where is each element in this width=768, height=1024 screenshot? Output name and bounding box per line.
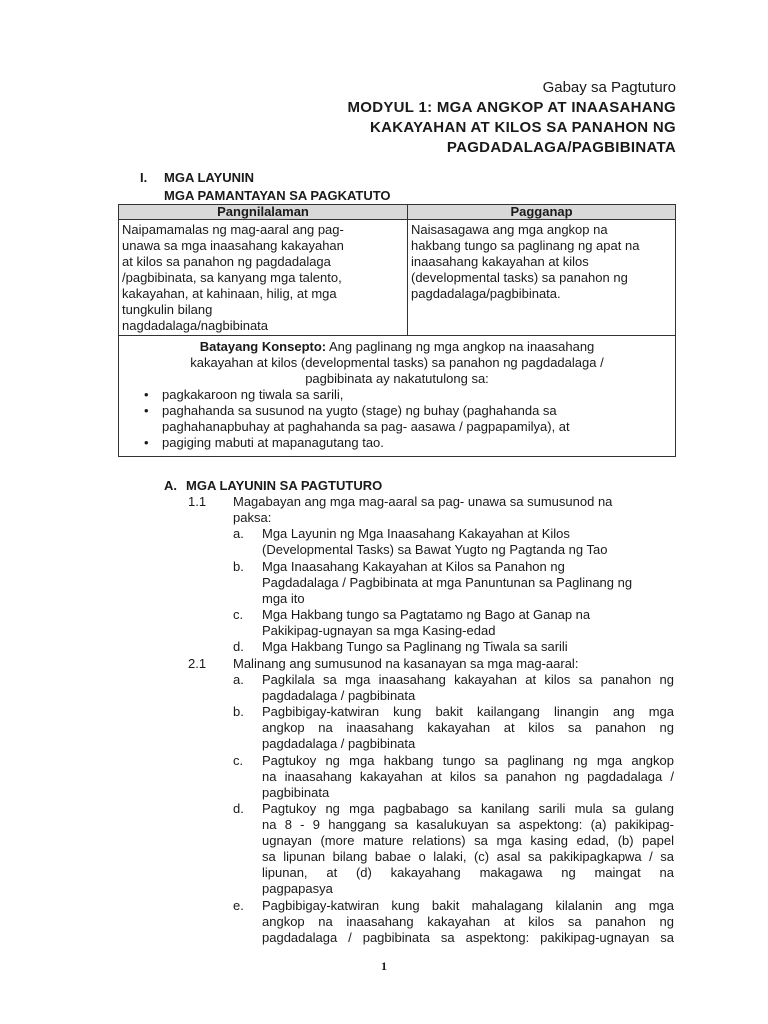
objective-text: paksa: (233, 510, 272, 525)
module-title (347, 98, 676, 158)
column-header-content: Pangnilalaman (119, 205, 408, 220)
objective-number: 1.1 (188, 494, 207, 509)
performance-standard-cell (408, 220, 676, 336)
sub-item-text: Pagbibigay-katwiran kung bakit kailangang linangin ang mga (262, 704, 674, 719)
sub-item-text: Pagtukoy ng mga hakbang tungo sa paglinang ng mga angkop (262, 753, 674, 768)
text-line: at kilos sa panahon ng pagdadalaga (122, 254, 331, 269)
concept-line: kakayahan at kilos (developmental tasks) sa panahon ng pagdadalaga / (190, 355, 604, 370)
subsection-letter: A. (164, 478, 177, 493)
objective-text: Magabayan ang mga mag-aaral sa pag- unawa sa sumusunod na (233, 494, 613, 509)
bullet-icon: • (144, 403, 149, 418)
module-title-line: MODYUL 1: MGA ANGKOP AT INAASAHANG (347, 99, 676, 116)
concept-label: Batayang Konsepto: (199, 339, 327, 354)
concept-line: pagbibinata ay nakatutulong sa: (305, 371, 489, 386)
objective-number: 2.1 (188, 656, 207, 671)
list-item-text: pagiging mabuti at mapanagutang tao. (162, 435, 384, 450)
sub-item-text: Mga Hakbang tungo sa Pagtatamo ng Bago at Ganap na (262, 607, 591, 622)
section-title: MGA LAYUNIN (164, 170, 255, 185)
content-standard-cell (119, 220, 408, 336)
guide-title: Gabay sa Pagtuturo (542, 79, 676, 96)
sub-item-text: Mga Hakbang Tungo sa Paglinang ng Tiwala sa sarili (262, 639, 568, 654)
sub-item-letter: a. (233, 672, 244, 687)
sub-item-text: ugnayan (more mature relations) sa mga kasing edad, (b) papel (262, 833, 674, 848)
sub-item-letter: b. (233, 559, 244, 574)
sub-item-text: Mga Layunin ng Mga Inaasahang Kakayahan at Kilos (262, 526, 570, 541)
concept-bullet-list (124, 387, 670, 451)
subsection-heading (164, 478, 382, 494)
section-subtitle: MGA PAMANTAYAN SA PAGKATUTO (164, 188, 391, 203)
sub-item-letter: d. (233, 639, 244, 654)
text-line: /pagbibinata, sa kanyang mga talento, (122, 270, 342, 285)
text-line: Naisasagawa ang mga angkop na (411, 222, 608, 237)
column-header-performance: Pagganap (408, 205, 676, 220)
sub-item-text: angkop na inaasahang kakayahan at kilos sa panahon ng (262, 720, 674, 735)
text-line: (developmental tasks) sa panahon ng (411, 270, 628, 285)
page-number: 1 (381, 959, 387, 973)
sub-item-text: pagpapasya (262, 881, 333, 896)
list-item-text: pagkakaroon ng tiwala sa sarili, (162, 387, 344, 402)
sub-item-text: (Developmental Tasks) sa Bawat Yugto ng Pagtanda ng Tao (262, 542, 608, 557)
sub-item-text: Mga Inaasahang Kakayahan at Kilos sa Panahon ng (262, 559, 565, 574)
concept-text: Ang paglinang ng mga angkop na inaasahang (326, 339, 595, 354)
module-title-line: KAKAYAHAN AT KILOS SA PANAHON NG (369, 119, 676, 136)
text-line: hakbang tungo sa paglinang ng apat na (411, 238, 640, 253)
sub-item-text: Pagbibigay-katwiran kung bakit mahalagang kilalanin ang mga (262, 898, 674, 913)
sub-item-text: pagdadalaga / pagbibinata (262, 688, 416, 703)
sub-item-letter: d. (233, 801, 244, 816)
text-line: Naipamamalas ng mag-aaral ang pag- (122, 222, 344, 237)
sub-item-text: pagbibinata (262, 785, 330, 800)
text-line: pagdadalaga/pagbibinata. (411, 286, 561, 301)
list-item-text: paghahanda sa susunod na yugto (stage) ng buhay (paghahanda sa (162, 403, 557, 418)
sub-item-letter: c. (233, 607, 244, 622)
text-line: unawa sa mga inaasahang kakayahan (122, 238, 344, 253)
sub-item-text: Pagdadalaga / Pagbibinata at mga Panuntunan sa Paglinang ng (262, 575, 633, 590)
standards-table (118, 204, 676, 457)
sub-item-text: Pagkilala sa mga inaasahang kakayahan at kilos sa panahon ng (262, 672, 674, 687)
sub-item-text: sa lipunan bilang babae o lalaki, (c) asal sa pakikipagkapwa / sa (262, 849, 674, 864)
sub-item-text: na inaasahang kakayahan at kilos sa panahon ng pagdadalaga / (262, 769, 674, 784)
list-item (144, 403, 670, 435)
list-item-text: paghahanapbuhay at paghahanda sa pag- aasawa / pagpapamilya), at (162, 419, 570, 434)
sub-item-text: angkop na inaasahang kakayahan at kilos sa panahon ng (262, 914, 674, 929)
subsection-title: MGA LAYUNIN SA PAGTUTURO (186, 478, 383, 493)
sub-item-text: Pagtukoy ng mga pagbabago sa kanilang sarili mula sa gulang (262, 801, 674, 816)
list-item (144, 435, 670, 451)
list-item (144, 387, 670, 403)
core-concept-cell (119, 336, 676, 457)
sub-item-text: na 8 - 9 hanggang sa kasalukuyan sa aspektong: (a) pakikipag- (262, 817, 674, 832)
objective-text: Malinang ang sumusunod na kasanayan sa mga mag-aaral: (233, 656, 579, 671)
text-line: inaasahang kakayahan at kilos (411, 254, 589, 269)
sub-item-text: Pakikipag-ugnayan sa mga Kasing-edad (262, 623, 496, 638)
sub-item-letter: b. (233, 704, 244, 719)
sub-item-text: lipunan, at (d) kakayahang makagawa ng maingat na (262, 865, 674, 880)
bullet-icon: • (144, 435, 149, 450)
text-line: tungkulin bilang (122, 302, 213, 317)
sub-item-letter: e. (233, 898, 244, 913)
sub-item-text: pagdadalaga / pagbibinata sa aspektong: pakikipag-ugnayan sa (262, 930, 674, 945)
sub-item-text: mga ito (262, 591, 305, 606)
sub-item-text: pagdadalaga / pagbibinata (262, 736, 416, 751)
text-line: kakayahan, at kahinaan, hilig, at mga (122, 286, 337, 301)
module-title-line: PAGDADALAGA/PAGBIBINATA (446, 139, 676, 156)
concept-line (124, 339, 670, 355)
section-heading (140, 170, 254, 186)
sub-item-letter: c. (233, 753, 244, 768)
bullet-icon: • (144, 387, 149, 402)
section-number: I. (140, 170, 148, 185)
text-line: nagdadalaga/nagbibinata (122, 318, 269, 333)
sub-item-letter: a. (233, 526, 244, 541)
